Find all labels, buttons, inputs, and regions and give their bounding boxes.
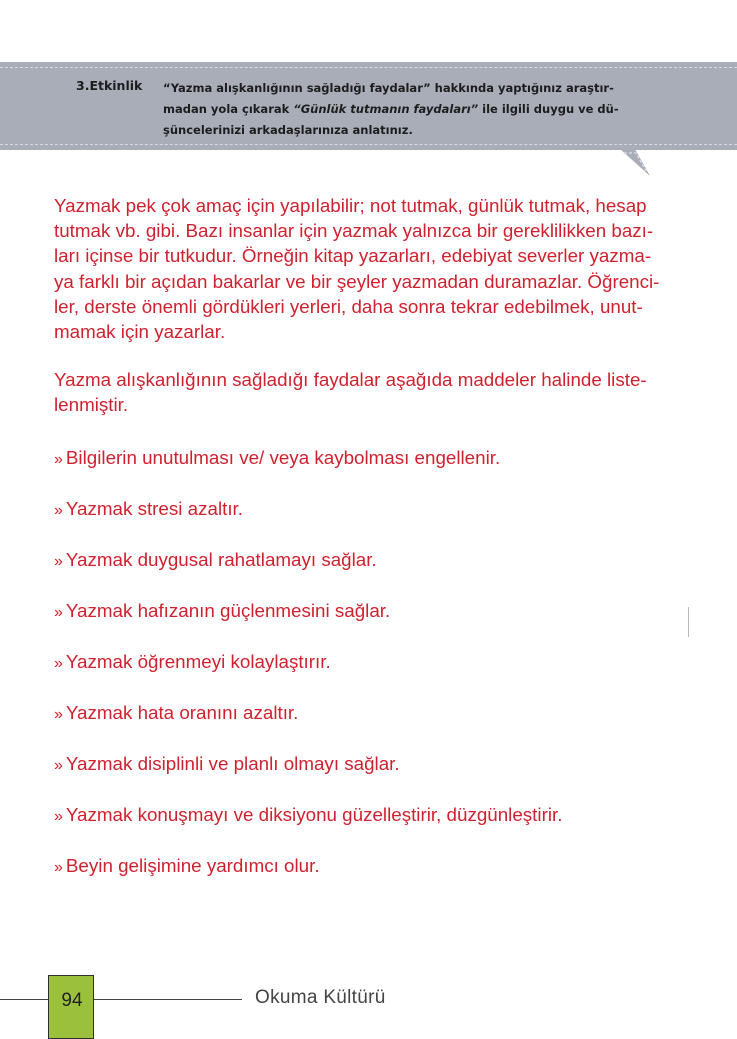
bullet-mark-icon: » — [54, 654, 63, 672]
bullet-mark-icon: » — [54, 552, 63, 570]
page-number: 94 — [61, 990, 83, 1011]
main-content — [54, 193, 694, 904]
intro-line: tutmak vb. gibi. Bazı insanlar için yazmak yalnızca bir gereklilikken bazı- — [54, 220, 654, 242]
list-item: » Yazmak duygusal rahatlamayı sağlar. — [54, 548, 377, 570]
bullet-mark-icon: » — [54, 450, 63, 468]
activity-label: 3.Etkinlik — [76, 78, 143, 93]
list-item: » Yazmak hata oranını azaltır. — [54, 701, 299, 723]
activity-dashed-border-bottom — [0, 144, 737, 145]
list-intro-line: lenmiştir. — [54, 394, 129, 416]
intro-line: ya farklı bir açıdan bakarlar ve bir şeyler yazmadan duramazlar. Öğrenci- — [54, 270, 660, 292]
footer-rule-left — [0, 999, 48, 1000]
activity-emphasis: “Günlük tutmanın faydaları” — [293, 102, 479, 116]
book-title: Okuma Kültürü — [255, 987, 386, 1008]
list-intro-line: Yazma alışkanlığının sağladığı faydalar aşağıda maddeler halinde liste- — [54, 369, 647, 391]
intro-line: ları içinse bir tutkudur. Örneğin kitap yazarları, edebiyat severler yazma- — [54, 245, 652, 267]
bullet-mark-icon: » — [54, 603, 63, 621]
speech-bubble-tail — [590, 149, 650, 179]
activity-line-3: şüncelerinizi arkadaşlarınıza anlatınız. — [163, 123, 413, 137]
activity-instruction — [163, 78, 663, 141]
footer-rule — [94, 999, 242, 1000]
intro-paragraph — [54, 193, 694, 344]
page-number-box — [48, 975, 94, 1039]
bullet-mark-icon: » — [54, 756, 63, 774]
activity-line-1: “Yazma alışkanlığının sağladığı faydalar” hakkında yaptığınız araştır- — [163, 81, 614, 95]
list-item: » Yazmak stresi azaltır. — [54, 497, 243, 519]
activity-dashed-border-top — [0, 67, 737, 68]
list-item: » Yazmak konuşmayı ve diksiyonu güzelleştirir, düzgünleştirir. — [54, 803, 563, 825]
margin-mark — [688, 607, 689, 637]
list-intro-paragraph — [54, 367, 694, 417]
intro-line: Yazmak pek çok amaç için yapılabilir; not tutmak, günlük tutmak, hesap — [54, 195, 647, 216]
bullet-mark-icon: » — [54, 858, 63, 876]
list-item: » Yazmak öğrenmeyi kolaylaştırır. — [54, 650, 331, 672]
list-item: » Yazmak hafızanın güçlenmesini sağlar. — [54, 599, 391, 621]
intro-line: mamak için yazarlar. — [54, 321, 226, 343]
activity-line-2: madan yola çıkarak “Günlük tutmanın faydaları” ile ilgili duygu ve dü- — [163, 102, 619, 116]
bullet-mark-icon: » — [54, 807, 63, 825]
bullet-mark-icon: » — [54, 705, 63, 723]
list-item: » Bilgilerin unutulması ve/ veya kaybolması engellenir. — [54, 446, 501, 468]
list-item: » Beyin gelişimine yardımcı olur. — [54, 854, 320, 876]
bullet-mark-icon: » — [54, 501, 63, 519]
intro-line: ler, derste önemli gördükleri yerleri, daha sonra tekrar edebilmek, unut- — [54, 295, 643, 317]
benefits-list — [54, 445, 694, 904]
list-item: » Yazmak disiplinli ve planlı olmayı sağlar. — [54, 752, 400, 774]
